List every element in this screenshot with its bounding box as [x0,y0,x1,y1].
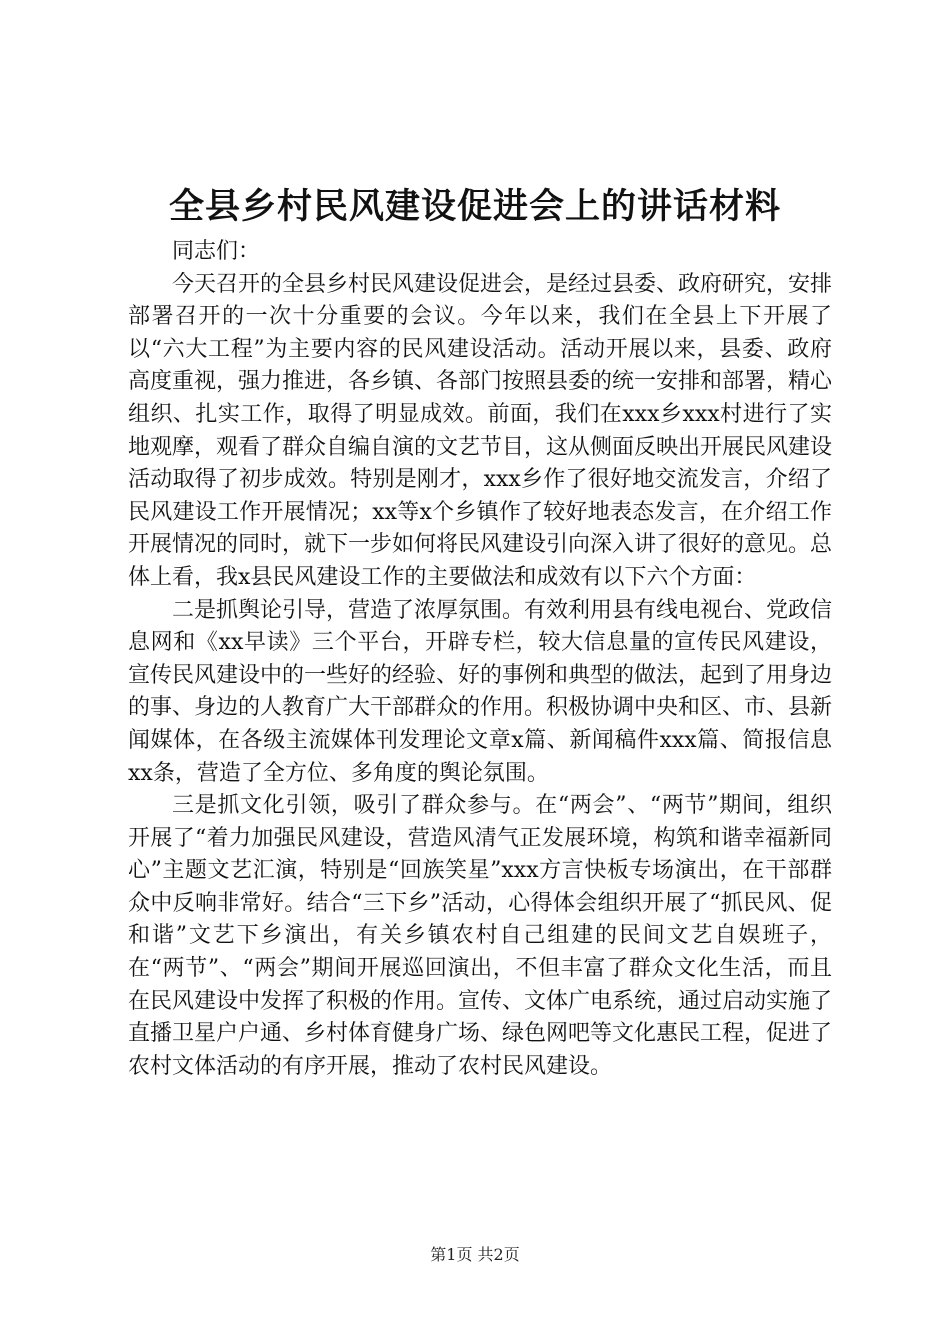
document-title: 全县乡村民风建设促进会上的讲话材料 [168,186,781,227]
paragraph-public-opinion: 二是抓舆论引导，营造了浓厚氛围。有效利用县有线电视台、党政信息网和《xx早读》三个平台，开辟专栏，较大信息量的宣传民风建设，宣传民风建设中的一些好的经验、好的事例和典型的做法，起到了用身边的事、身边的人教育广大干部群众的作用。积极协调中央和区、市、县新闻媒体，在各级主流媒体刊发理论文章x篇、新闻稿件xxx篇、简报信息xx条，营造了全方位、多角度的舆论氛围。 [128,597,833,786]
document-body [128,236,832,1083]
paragraph-culture: 三是抓文化引领，吸引了群众参与。在“两会”、“两节”期间，组织开展了“着力加强民风建设，营造风清气正发展环境，构筑和谐幸福新同心”主题文艺汇演，特别是“回族笑星”xxx方言快板专场演出，在干部群众中反响非常好。结合“三下乡”活动，心得体会组织开展了“抓民风、促和谐”文艺下乡演出，有关乡镇农村自己组建的民间文艺自娱班子，在“两节”、“两会”期间开展巡回演出，不但丰富了群众文化生活，而且在民风建设中发挥了积极的作用。宣传、文体广电系统，通过启动实施了直播卫星户户通、乡村体育健身广场、绿色网吧等文化惠民工程，促进了农村文体活动的有序开展，推动了农村民风建设。 [128,793,833,1079]
page-footer: 第1页 共2页 [430,1245,520,1264]
paragraph-intro: 今天召开的全县乡村民风建设促进会，是经过县委、政府研究，安排部署召开的一次十分重要的会议。今年以来，我们在全县上下开展了以“六大工程”为主要内容的民风建设活动。活动开展以来，县委、政府高度重视，强力推进，各乡镇、各部门按照县委的统一安排和部署，精心组织、扎实工作，取得了明显成效。前面，我们在xxx乡xxx村进行了实地观摩，观看了群众自编自演的文艺节目，这从侧面反映出开展民风建设活动取得了初步成效。特别是刚才，xxx乡作了很好地交流发言，介绍了民风建设工作开展情况；xx等x个乡镇作了较好地表态发言，在介绍工作开展情况的同时，就下一步如何将民风建设引向深入讲了很好的意见。总体上看，我x县民风建设工作的主要做法和成效有以下六个方面： [128,271,833,590]
salutation: 同志们： [172,239,261,264]
